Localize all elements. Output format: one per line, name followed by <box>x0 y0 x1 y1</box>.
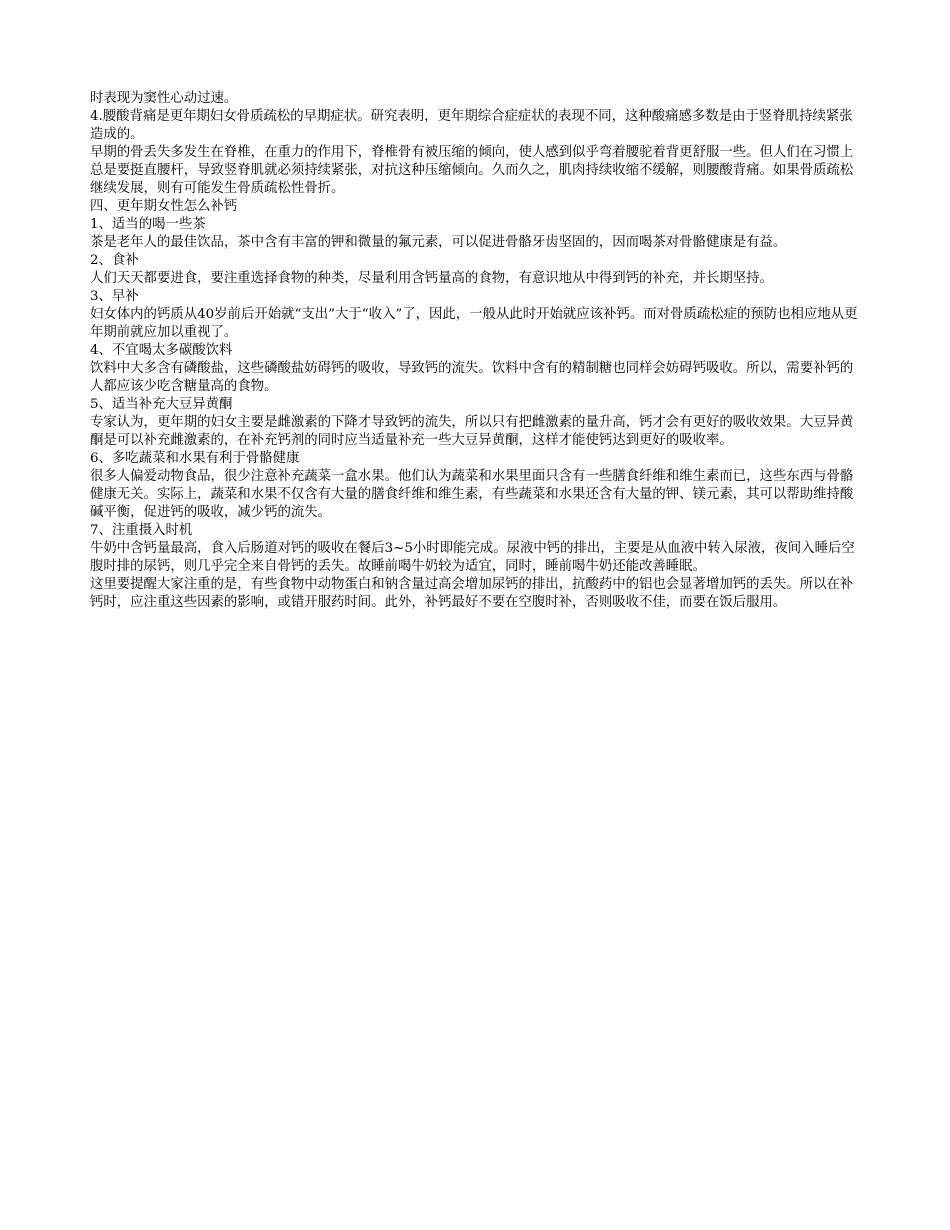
subheading-soda: 4、不宜喝太多碳酸饮料 <box>90 343 233 358</box>
paragraph-reminder: 这里要提醒大家注重的是，有些食物中动物蛋白和钠含量过高会增加尿钙的排出，抗酸药中的铝也会显著增加钙的丢失。所以在补钙时，应注重这些因素的影响，或错开服药时间。此外，补钙最好不要在空腹时补，否则吸收不佳，而要在饭后服用。 <box>90 577 854 610</box>
subheading-vegetables: 6、多吃蔬菜和水果有利于骨骼健康 <box>90 451 300 466</box>
subheading-food: 2、食补 <box>90 253 139 268</box>
paragraph-food: 人们天天都要进食，要注重选择食物的种类，尽量利用含钙量高的食物，有意识地从中得到钙的补充，并长期坚持。 <box>90 271 773 286</box>
paragraph-vegetables: 很多人偏爱动物食品，很少注意补充蔬菜一盒水果。他们认为蔬菜和水果里面只含有一些膳食纤维和维生素而已，这些东西与骨骼健康无关。实际上，蔬菜和水果不仅含有大量的膳食纤维和维生素，有些蔬菜和水果还含有大量的钾、镁元素，其可以帮助维持酸碱平衡，促进钙的吸收，减少钙的流失。 <box>90 469 854 520</box>
subheading-early: 3、早补 <box>90 289 139 304</box>
paragraph-isoflavone: 专家认为，更年期的妇女主要是雌激素的下降才导致钙的流失，所以只有把雌激素的量升高，钙才会有更好的吸收效果。大豆异黄酮是可以补充雌激素的，在补充钙剂的同时应当适量补充一些大豆异黄酮，这样才能使钙达到更好的吸收率。 <box>90 415 854 448</box>
paragraph-tea: 茶是老年人的最佳饮品，茶中含有丰富的钾和微量的氟元素，可以促进骨骼牙齿坚固的，因而喝茶对骨骼健康是有益。 <box>90 235 787 250</box>
paragraph-early-bone-loss: 早期的骨丢失多发生在脊椎，在重力的作用下，脊椎骨有被压缩的倾向，使人感到似乎弯着腰驼着背更舒服一些。但人们在习惯上总是要挺直腰杆，导致竖脊肌就必须持续紧张，对抗这种压缩倾向。久而久之，肌肉持续收缩不缓解，则腰酸背痛。如果骨质疏松继续发展，则有可能发生骨质疏松性骨折。 <box>90 145 854 196</box>
paragraph-early: 妇女体内的钙质从40岁前后开始就“支出”大于“收入”了，因此，一般从此时开始就应该补钙。而对骨质疏松症的预防也相应地从更年期前就应加以重视了。 <box>90 307 858 340</box>
paragraph-tachycardia-end: 时表现为窦性心动过速。 <box>90 91 238 106</box>
paragraph-soda: 饮料中大多含有磷酸盐，这些磷酸盐妨碍钙的吸收，导致钙的流失。饮料中含有的精制糖也同样会妨碍钙吸收。所以，需要补钙的人都应该少吃含糖量高的食物。 <box>90 361 854 394</box>
subheading-tea: 1、适当的喝一些茶 <box>90 217 206 232</box>
document-body <box>90 90 862 612</box>
subheading-isoflavone: 5、适当补充大豆异黄酮 <box>90 397 233 412</box>
subheading-timing: 7、注重摄入时机 <box>90 523 193 538</box>
paragraph-back-pain-symptom: 4.腰酸背痛是更年期妇女骨质疏松的早期症状。研究表明，更年期综合症症状的表现不同，这种酸痛感多数是由于竖脊肌持续紧张造成的。 <box>90 109 853 142</box>
paragraph-timing: 牛奶中含钙量最高，食入后肠道对钙的吸收在餐后3~5小时即能完成。尿液中钙的排出，主要是从血液中转入尿液，夜间入睡后空腹时排的尿钙，则几乎完全来自骨钙的丢失。故睡前喝牛奶较为适宜，同时，睡前喝牛奶还能改善睡眠。 <box>90 541 855 574</box>
section-heading-calcium: 四、更年期女性怎么补钙 <box>90 199 238 214</box>
